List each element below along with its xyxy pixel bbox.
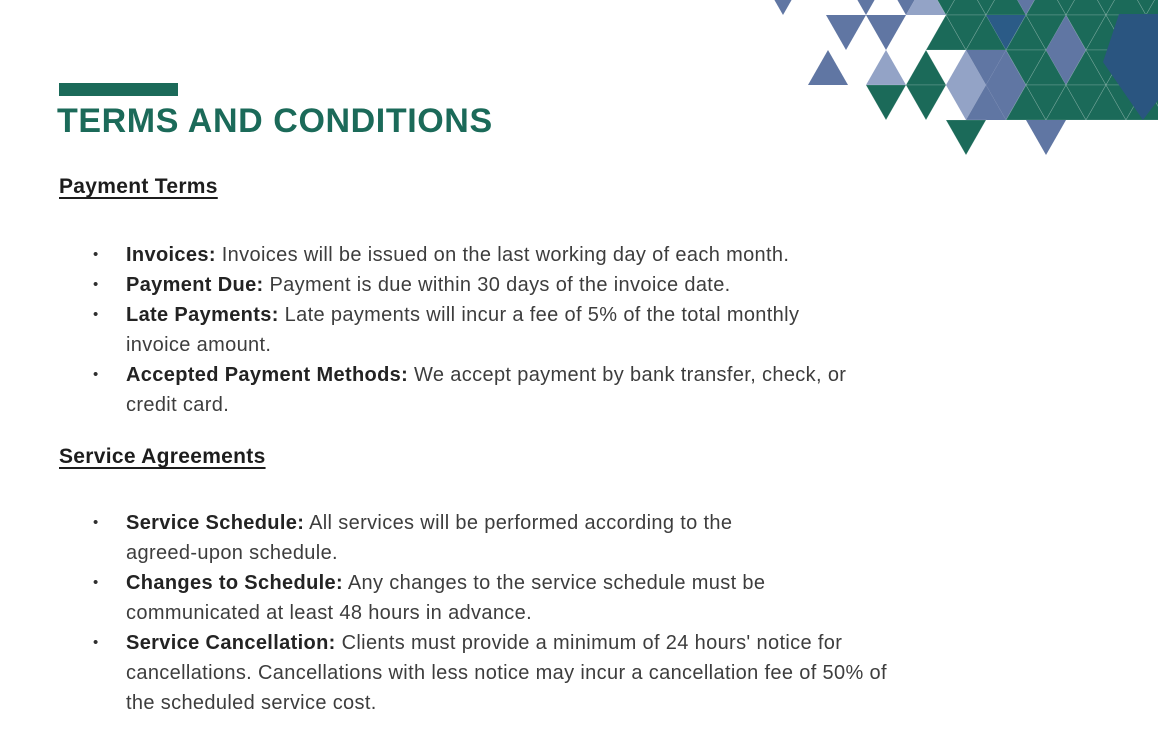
mosaic-triangle [906,85,946,120]
bullet-marker: • [93,634,99,651]
bullet-item [93,568,1129,628]
bullet-text-line: communicated at least 48 hours in advance. [126,602,533,624]
bullet-label: Late Payments: [126,304,279,326]
bullet-content [126,628,1129,718]
bullet-item [93,360,1129,420]
bullet-text-line: Accepted Payment Methods: We accept payment by bank transfer, check, or [126,364,847,386]
mosaic-triangle [866,50,906,85]
bullet-text-line: Changes to Schedule: Any changes to the service schedule must be [126,572,766,594]
bullet-marker: • [93,366,99,383]
section-heading: Payment Terms [59,175,218,198]
mosaic-triangle [846,0,886,15]
bullet-content [126,240,1129,270]
mosaic-triangle [946,120,986,155]
section-heading: Service Agreements [59,445,266,468]
bullet-label: Accepted Payment Methods: [126,364,409,386]
bullet-item [93,508,1129,568]
bullet-marker: • [93,514,99,531]
sections-container [59,175,1129,718]
mosaic-triangle [808,50,848,85]
bullet-text-line: the scheduled service cost. [126,692,377,714]
bullet-item [93,270,1129,300]
bullet-item [93,628,1129,718]
title-accent-bar [59,83,178,96]
bullet-content [126,300,1129,360]
bullet-text-line: Late Payments: Late payments will incur a fee of 5% of the total monthly [126,304,800,326]
bullet-label: Service Schedule: [126,512,305,534]
bullet-content [126,508,1129,568]
mosaic-triangle [906,50,946,85]
bullet-label: Changes to Schedule: [126,572,344,594]
bullet-text-line: Service Schedule: All services will be performed according to the [126,512,733,534]
mosaic-triangle [826,15,866,50]
bullet-content [126,270,1129,300]
bullet-text-line: Service Cancellation: Clients must provide a minimum of 24 hours' notice for [126,632,843,654]
mosaic-triangle [763,0,803,15]
bullet-text-line: agreed-upon schedule. [126,542,338,564]
bullet-list [59,240,1129,420]
bullet-item [93,240,1129,270]
mosaic-triangle [866,85,906,120]
bullet-text-line: invoice amount. [126,334,272,356]
corner-triangle-mosaic [740,0,1158,170]
bullet-marker: • [93,574,99,591]
bullet-label: Invoices: [126,244,216,266]
bullet-content [126,360,1129,420]
bullet-text-line: credit card. [126,394,230,416]
mosaic-triangle [1026,120,1066,155]
bullet-content [126,568,1129,628]
bullet-text-line: Payment Due: Payment is due within 30 days of the invoice date. [126,274,731,296]
bullet-text-line: Invoices: Invoices will be issued on the last working day of each month. [126,244,790,266]
bullet-marker: • [93,276,99,293]
bullet-label: Payment Due: [126,274,264,296]
bullet-marker: • [93,306,99,323]
bullet-list [59,508,1129,718]
bullet-item [93,300,1129,360]
bullet-label: Service Cancellation: [126,632,336,654]
page-title: TERMS AND CONDITIONS [57,102,493,140]
bullet-text-line: cancellations. Cancellations with less notice may incur a cancellation fee of 50% of [126,662,887,684]
bullet-marker: • [93,246,99,263]
mosaic-triangle [866,15,906,50]
